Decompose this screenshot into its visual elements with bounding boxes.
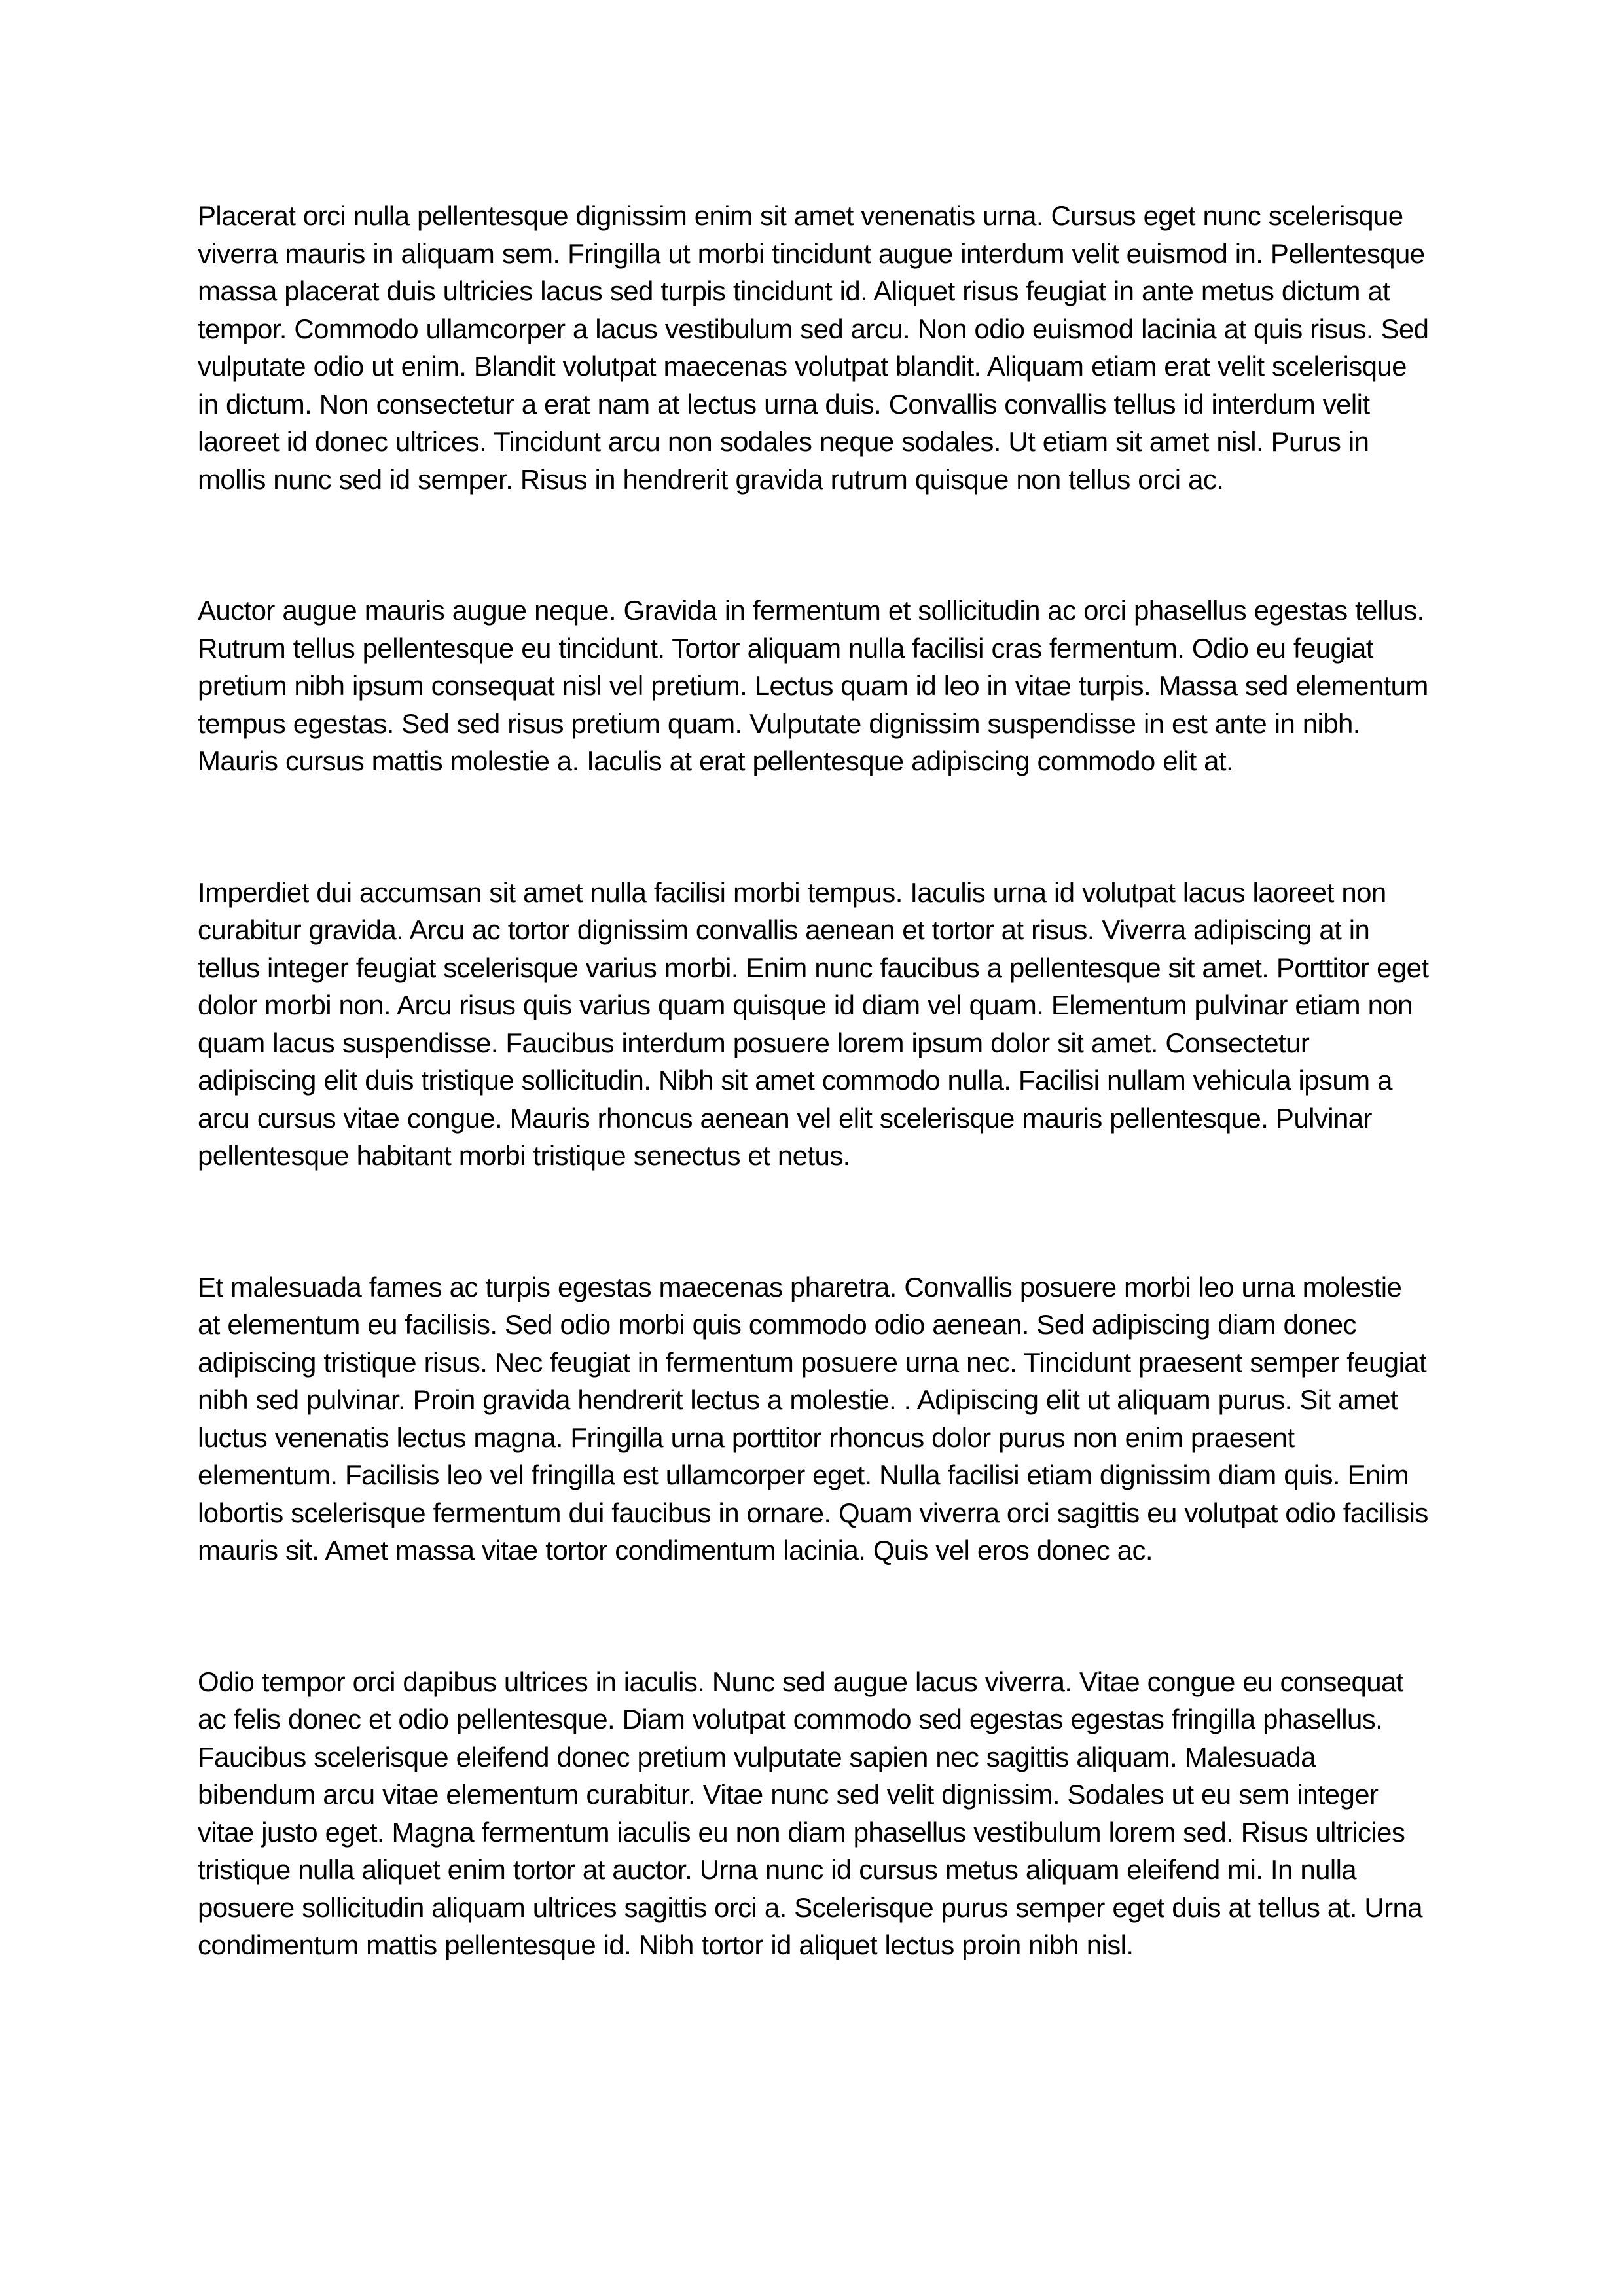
paragraph-2: Auctor augue mauris augue neque. Gravida in fermentum et sollicitudin ac orci phasellus egestas tellus. Rutrum tellus pellentesque eu tincidunt. Tortor aliquam nulla facilisi cras fermentum. Odio eu feugiat pretium nibh ipsum consequat nisl vel pretium. Lectus quam id leo in vitae turpis. Massa sed elementum tempus egestas. Sed sed risus pretium quam. Vulputate dignissim suspendisse in est ante in nibh. Mauris cursus mattis molestie a. Iaculis at erat pellentesque adipiscing commodo elit at. xyxy=(198,595,1428,776)
paragraph-5: Odio tempor orci dapibus ultrices in iaculis. Nunc sed augue lacus viverra. Vitae congue eu consequat ac felis donec et odio pellentesque. Diam volutpat commodo sed egestas egestas fringilla phasellus. Faucibus scelerisque eleifend donec pretium vulputate sapien nec sagittis aliquam. Malesuada bibendum arcu vitae elementum curabitur. Vitae nunc sed velit dignissim. Sodales ut eu sem integer vitae justo eget. Magna fermentum iaculis eu non diam phasellus vestibulum lorem sed. Risus ultricies tristique nulla aliquet enim tortor at auctor. Urna nunc id cursus metus aliquam eleifend mi. In nulla posuere sollicitudin aliquam ultrices sagittis orci a. Scelerisque purus semper eget duis at tellus at. Urna condimentum mattis pellentesque id. Nibh tortor id aliquet lectus proin nibh nisl. xyxy=(198,1666,1422,1960)
paragraph-4: Et malesuada fames ac turpis egestas maecenas pharetra. Convallis posuere morbi leo urna molestie at elementum eu facilisis. Sed odio morbi quis commodo odio aenean. Sed adipiscing diam donec adipiscing tristique risus. Nec feugiat in fermentum posuere urna nec. Tincidunt praesent semper feugiat nibh sed pulvinar. Proin gravida hendrerit lectus a molestie. . Adipiscing elit ut aliquam purus. Sit amet luctus venenatis lectus magna. Fringilla urna porttitor rhoncus dolor purus non enim praesent elementum. Facilisis leo vel fringilla est ullamcorper eget. Nulla facilisi etiam dignissim diam quis. Enim lobortis scelerisque fermentum dui faucibus in ornare. Quam viverra orci sagittis eu volutpat odio facilisis mauris sit. Amet massa vitae tortor condimentum lacinia. Quis vel eros donec ac. xyxy=(198,1271,1428,1566)
paragraph-3: Imperdiet dui accumsan sit amet nulla facilisi morbi tempus. Iaculis urna id volutpat lacus laoreet non curabitur gravida. Arcu ac tortor dignissim convallis aenean et tortor at risus. Viverra adipiscing at in tellus integer feugiat scelerisque varius morbi. Enim nunc faucibus a pellentesque sit amet. Porttitor eget dolor morbi non. Arcu risus quis varius quam quisque id diam vel quam. Elementum pulvinar etiam non quam lacus suspendisse. Faucibus interdum posuere lorem ipsum dolor sit amet. Consectetur adipiscing elit duis tristique sollicitudin. Nibh sit amet commodo nulla. Facilisi nullam vehicula ipsum a arcu cursus vitae congue. Mauris rhoncus aenean vel elit scelerisque mauris pellentesque. Pulvinar pellentesque habitant morbi tristique senectus et netus. xyxy=(198,876,1429,1171)
paragraph-1: Placerat orci nulla pellentesque dignissim enim sit amet venenatis urna. Cursus eget nunc scelerisque viverra mauris in aliquam sem. Fringilla ut morbi tincidunt augue interdum velit euismod in. Pellentesque massa placerat duis ultricies lacus sed turpis tincidunt id. Aliquet risus feugiat in ante metus dictum at tempor. Commodo ullamcorper a lacus vestibulum sed arcu. Non odio euismod lacinia at quis risus. Sed vulputate odio ut enim. Blandit volutpat maecenas volutpat blandit. Aliquam etiam erat velit scelerisque in dictum. Non consectetur a erat nam at lectus urna duis. Convallis convallis tellus id interdum velit laoreet id donec ultrices. Tincidunt arcu non sodales neque sodales. Ut etiam sit amet nisl. Purus in mollis nunc sed id semper. Risus in hendrerit gravida rutrum quisque non tellus orci ac. xyxy=(198,200,1429,495)
